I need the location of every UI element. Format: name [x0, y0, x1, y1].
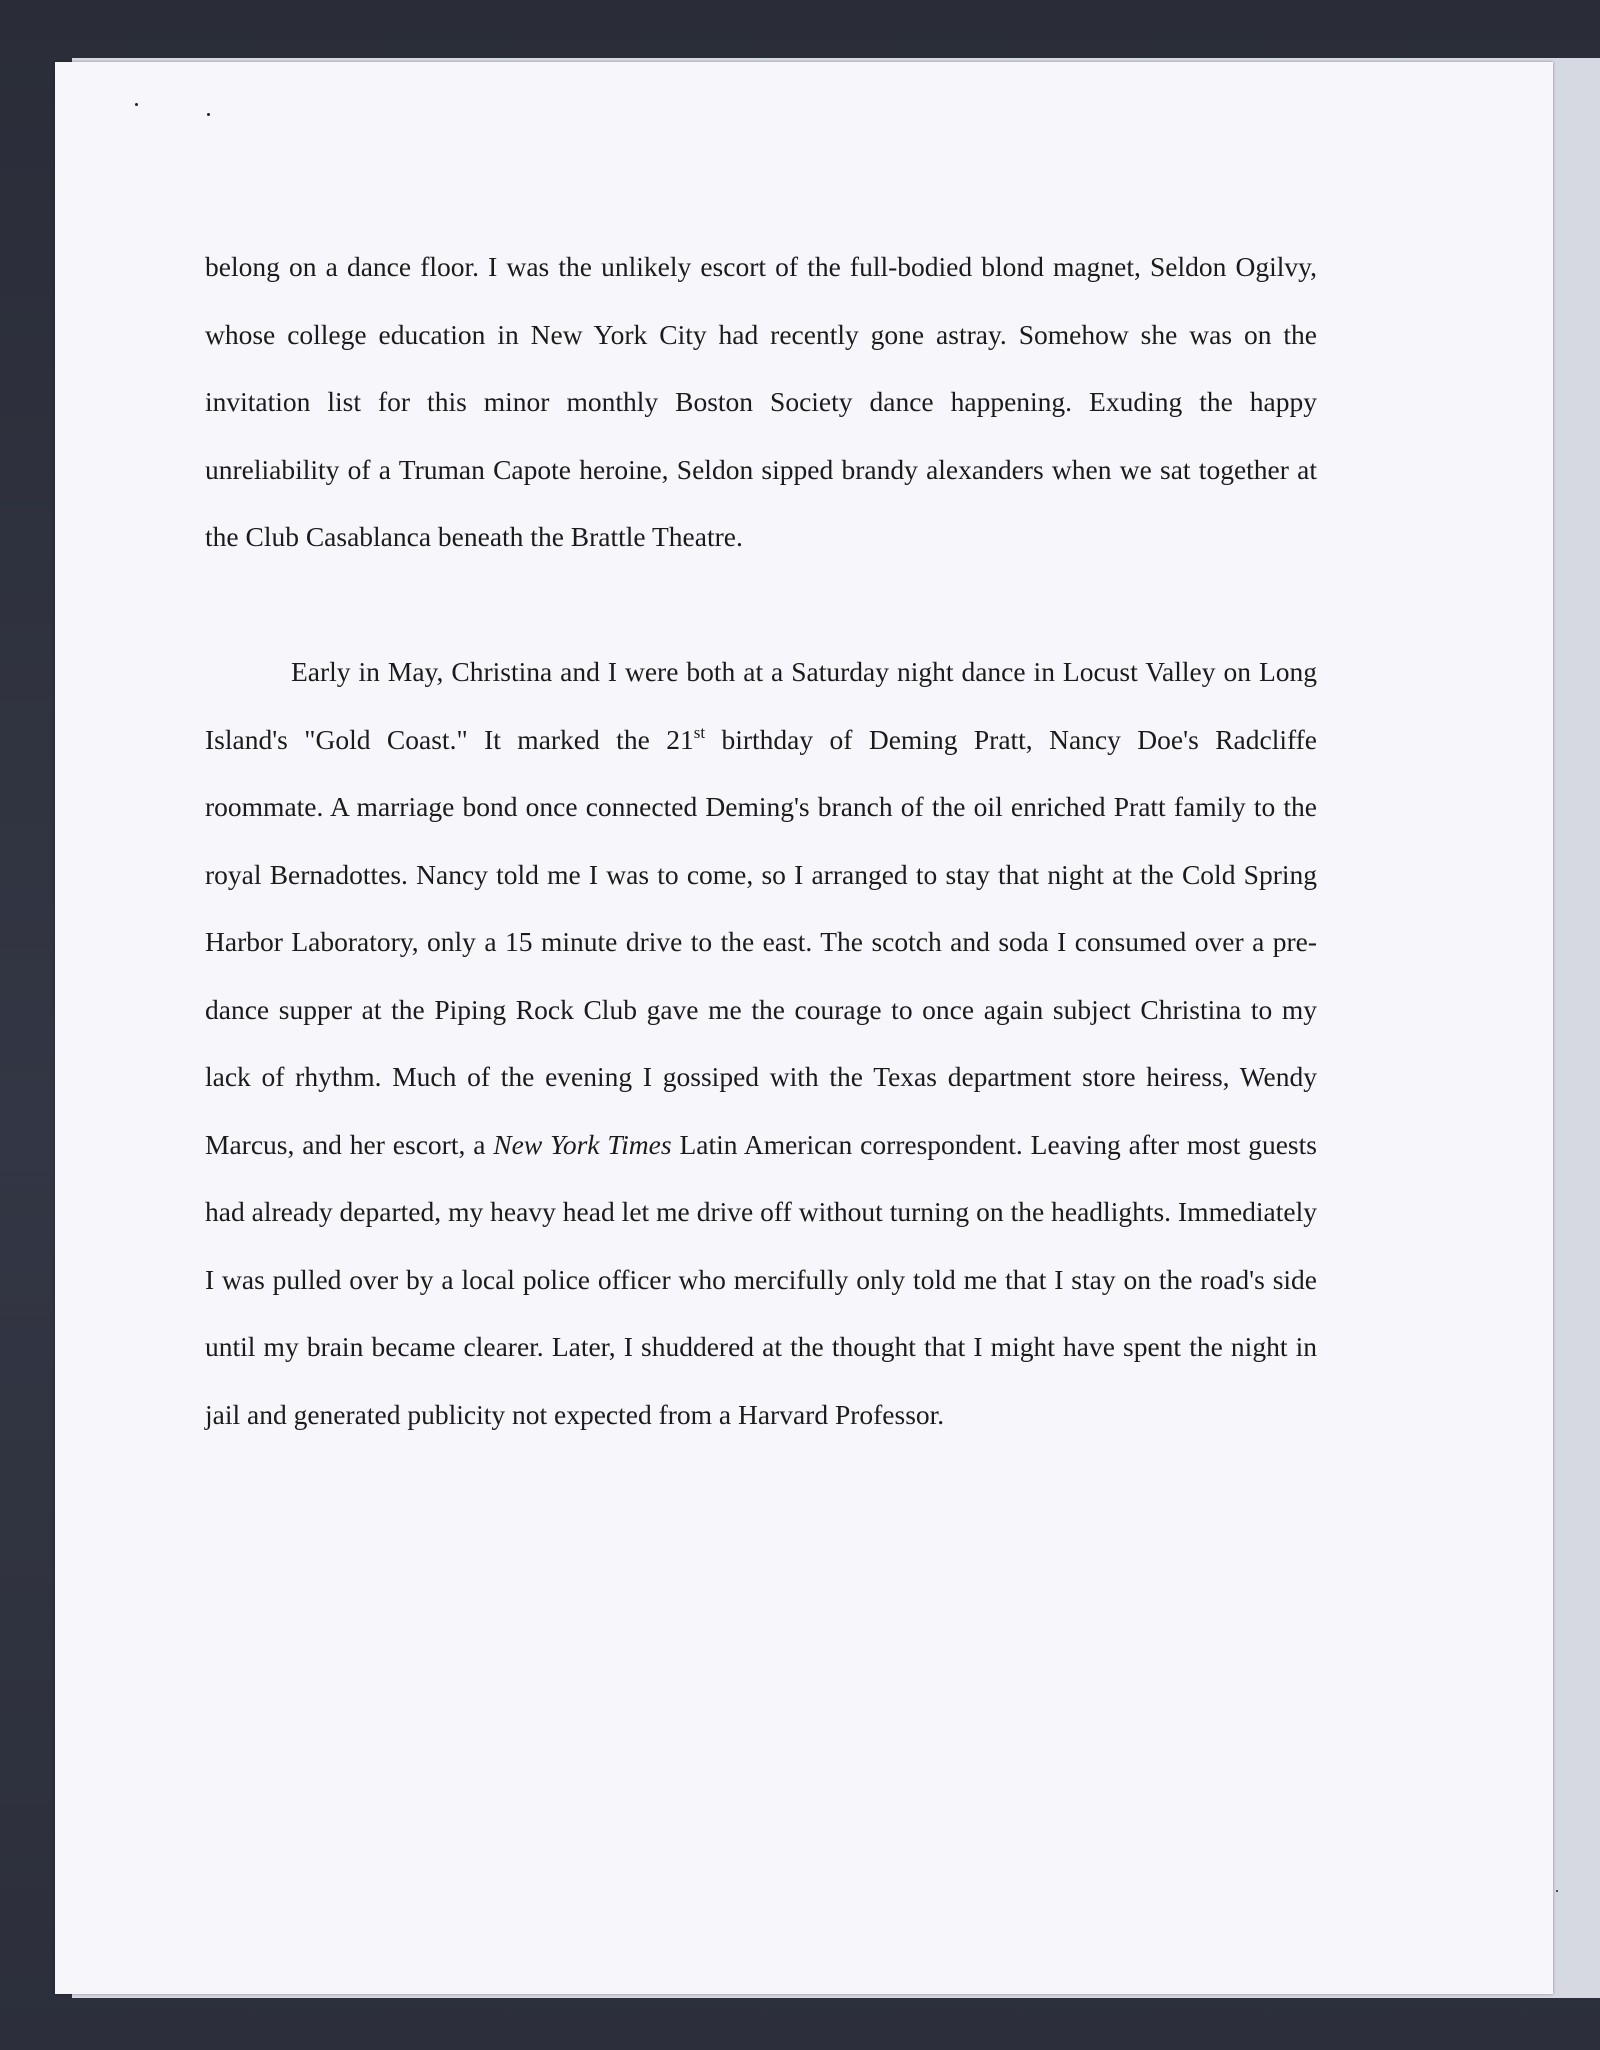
newspaper-title-italic: New York Times: [493, 1128, 672, 1160]
paper-speck: [207, 113, 210, 116]
typed-text-body: [205, 233, 1317, 1448]
paragraph-2-text-c: Latin American correspondent. Leaving after most guests had already departed, my heavy head let me drive off without turning on the headlights. Immediately I was pulled over by a local police officer who mercifully only told me that I stay on the road's side until my brain became clearer. Later, I shuddered at the thought that I might have spent the night in jail and generated publicity not expected from a Harvard Professor.: [205, 1128, 1317, 1430]
paragraph-2-text-b: birthday of Deming Pratt, Nancy Doe's Radcliffe roommate. A marriage bond once connected Deming's branch of the oil enriched Pratt family to the royal Bernadottes. Nancy told me I was to come, so I arranged to stay that night at the Cold Spring Harbor Laboratory, only a 15 minute drive to the east. The scotch and soda I consumed over a pre-dance supper at the Piping Rock Club gave me the courage to once again subject Christina to my lack of rhythm. Much of the evening I gossiped with the Texas department store heiress, Wendy Marcus, and her escort, a: [205, 723, 1317, 1160]
paragraph-1: [205, 233, 1317, 571]
paragraph-2-text-a: Early in May, Christina and I were both at a Saturday night dance in Locust Valley on Long Island's "Gold Coast." It marked the 21: [205, 656, 1317, 755]
paragraph-2: [205, 638, 1317, 1448]
paper-speck: [135, 103, 138, 106]
ordinal-superscript: st: [693, 722, 706, 742]
paragraph-gap: [205, 571, 1317, 639]
paragraph-1-text: belong on a dance floor. I was the unlikely escort of the full-bodied blond magnet, Seldon Ogilvy, whose college education in New York City had recently gone astray. Somehow she was on the invitation list for this minor monthly Boston Society dance happening. Exuding the happy unreliability of a Truman Capote heroine, Seldon sipped brandy alexanders when we sat together at the Club Casablanca beneath the Brattle Theatre.: [205, 251, 1317, 552]
paper-speck: [1556, 1890, 1558, 1892]
